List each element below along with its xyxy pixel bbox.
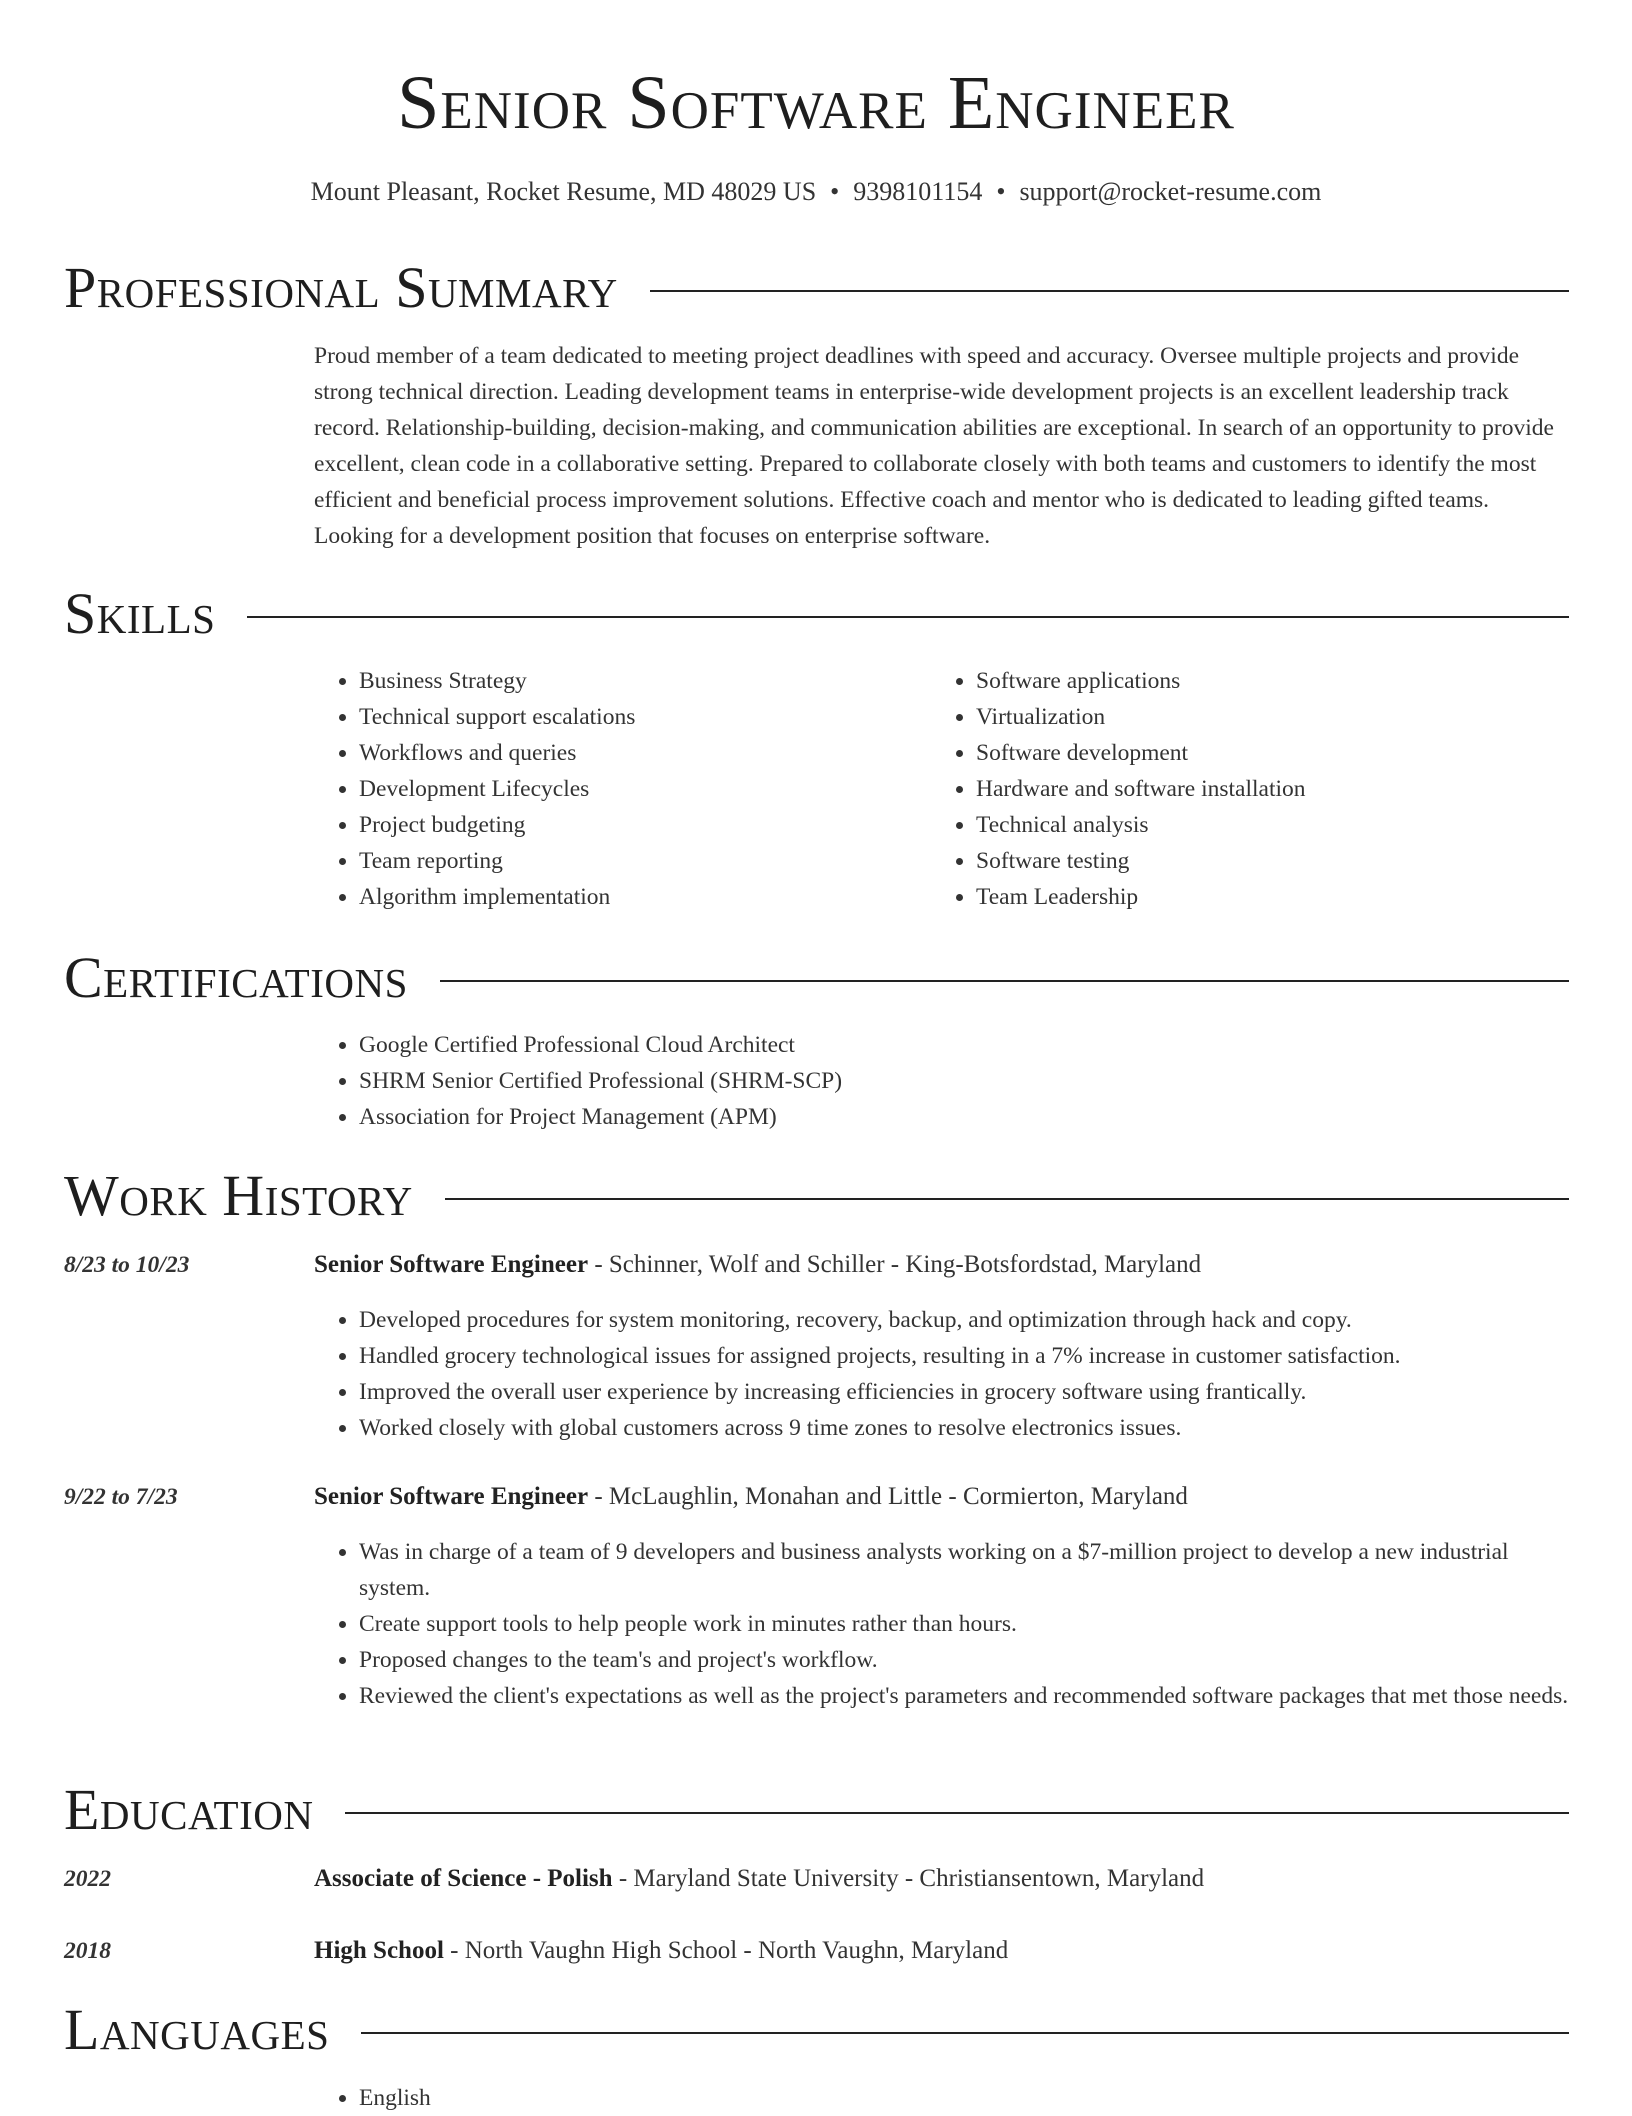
job-details: - Schinner, Wolf and Schiller - King-Botsfordstad, Maryland (588, 1251, 1202, 1278)
section-divider (345, 1812, 1569, 1814)
job-header (314, 1479, 1569, 1515)
skill-item: • Algorithm implementation (359, 879, 914, 915)
job-dates: 8/23 to 10/23 (64, 1252, 190, 1278)
education-entry (314, 1861, 1569, 1897)
resume-title: Senior Software Engineer (397, 61, 1235, 145)
education-section-header (64, 1778, 1569, 1842)
job-dates: 9/22 to 7/23 (64, 1484, 178, 1510)
job-bullet: • Improved the overall user experience by increasing efficiencies in grocery software using frantically. (359, 1374, 1569, 1410)
languages-heading: Languages (64, 1997, 330, 2062)
section-divider (440, 980, 1569, 982)
section-divider (361, 2032, 1569, 2034)
skills-column-right (931, 663, 1531, 915)
contact-line (0, 176, 1632, 208)
education-degree: High School (314, 1937, 444, 1964)
education-entry (314, 1933, 1569, 1969)
skills-list-right (931, 663, 1531, 915)
certification-item: • Google Certified Professional Cloud Architect (359, 1027, 1569, 1063)
skill-item: • Virtualization (976, 699, 1531, 735)
skill-item: • Project budgeting (359, 807, 914, 843)
education-year: 2022 (64, 1866, 111, 1892)
job-bullets (314, 1302, 1569, 1446)
skill-item: • Business Strategy (359, 663, 914, 699)
education-year: 2018 (64, 1938, 111, 1964)
skills-heading: Skills (64, 581, 216, 646)
certifications-heading: Certifications (64, 945, 408, 1010)
summary-text: Proud member of a team dedicated to meeting project deadlines with speed and accuracy. Oversee multiple projects and provide strong technical direction. Leading development teams in enterprise-wide development projects is an excellent leadership track record. Relationship-building, decision-making, and communication abilities are exceptional. In search of an opportunity to provide excellent, clean code in a collaborative setting. Prepared to collaborate closely with both teams and customers to identify the most efficient and beneficial process improvement solutions. Effective coach and mentor who is dedicated to leading gifted teams. Looking for a development position that focuses on enterprise software. (314, 343, 1554, 549)
languages-list (314, 2080, 1569, 2116)
contact-address: Mount Pleasant, Rocket Resume, MD 48029 US (310, 177, 817, 206)
job-bullet: • Proposed changes to the team's and project's workflow. (359, 1642, 1569, 1678)
work-section-header (64, 1164, 1569, 1228)
section-divider (445, 1198, 1569, 1200)
job-details: - McLaughlin, Monahan and Little - Cormierton, Maryland (588, 1483, 1188, 1510)
skill-item: • Workflows and queries (359, 735, 914, 771)
job-bullet: • Was in charge of a team of 9 developers and business analysts working on a $7-million project to develop a new industrial system. (359, 1534, 1569, 1606)
job-header (314, 1247, 1569, 1283)
skill-item: • Technical analysis (976, 807, 1531, 843)
job-bullets-block (314, 1302, 1569, 1446)
job-role: Senior Software Engineer (314, 1483, 589, 1510)
language-item: • English (359, 2080, 1569, 2116)
skill-item: • Software development (976, 735, 1531, 771)
education-degree: Associate of Science - Polish (314, 1865, 613, 1892)
skills-column-left (314, 663, 914, 915)
section-divider (247, 616, 1569, 618)
contact-email: support@rocket-resume.com (1019, 177, 1322, 206)
summary-heading: Professional Summary (64, 255, 618, 320)
skill-item: • Software testing (976, 843, 1531, 879)
skill-item: • Team reporting (359, 843, 914, 879)
contact-separator: • (830, 177, 840, 206)
certifications-section-header (64, 946, 1569, 1010)
job-bullets (314, 1534, 1569, 1714)
certification-item: • Association for Project Management (APM) (359, 1099, 1569, 1135)
languages-block (314, 2080, 1569, 2116)
skill-item: • Development Lifecycles (359, 771, 914, 807)
job-bullet: • Handled grocery technological issues for assigned projects, resulting in a 7% increase in customer satisfaction. (359, 1338, 1569, 1374)
education-details: - Maryland State University - Christiansentown, Maryland (612, 1865, 1205, 1892)
contact-phone: 9398101154 (853, 177, 983, 206)
skill-item: • Team Leadership (976, 879, 1531, 915)
skills-section-header (64, 582, 1569, 646)
job-bullets-block (314, 1534, 1569, 1714)
skills-list-left (314, 663, 914, 915)
job-bullet: • Reviewed the client's expectations as well as the project's parameters and recommended software packages that met those needs. (359, 1678, 1569, 1714)
skill-item: • Technical support escalations (359, 699, 914, 735)
certification-item: • SHRM Senior Certified Professional (SHRM-SCP) (359, 1063, 1569, 1099)
contact-separator: • (996, 177, 1006, 206)
education-details: - North Vaughn High School - North Vaughn, Maryland (443, 1937, 1009, 1964)
skill-item: • Software applications (976, 663, 1531, 699)
education-heading: Education (64, 1777, 314, 1842)
skill-item: • Hardware and software installation (976, 771, 1531, 807)
work-heading: Work History (64, 1163, 413, 1228)
job-bullet: • Create support tools to help people work in minutes rather than hours. (359, 1606, 1569, 1642)
summary-section-header (64, 256, 1569, 320)
languages-section-header (64, 1998, 1569, 2062)
job-bullet: • Worked closely with global customers across 9 time zones to resolve electronics issues. (359, 1410, 1569, 1446)
section-divider (650, 290, 1569, 292)
summary-block (314, 338, 1569, 554)
job-role: Senior Software Engineer (314, 1251, 589, 1278)
certifications-list (314, 1027, 1569, 1135)
job-bullet: • Developed procedures for system monitoring, recovery, backup, and optimization through hack and copy. (359, 1302, 1569, 1338)
certifications-block (314, 1027, 1569, 1135)
